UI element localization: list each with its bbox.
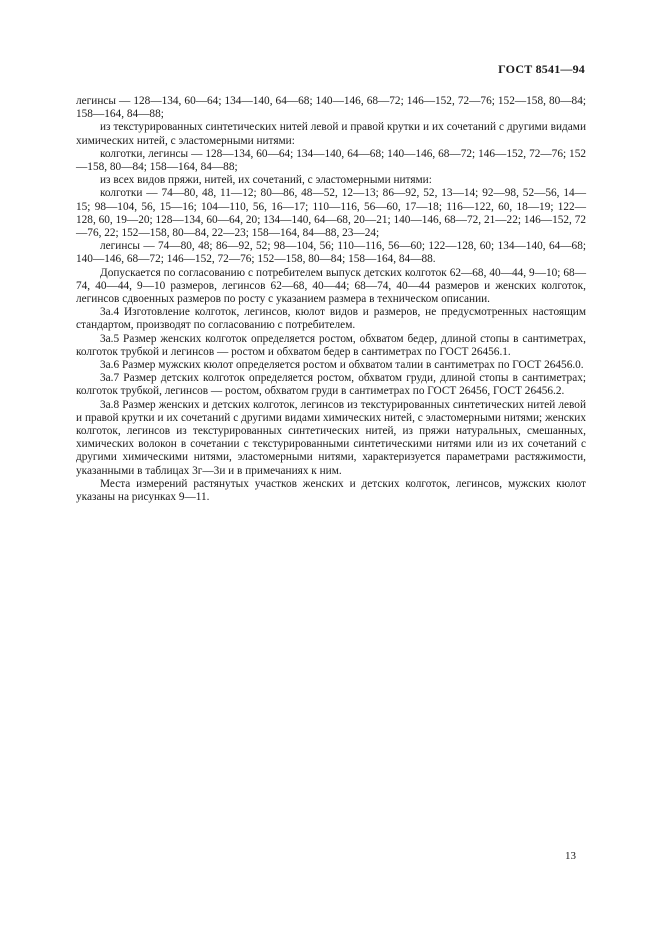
paragraph-tights-leggings-sizes: колготки, легинсы — 128—134, 60—64; 134—140, 64—68; 140—146, 68—72; 146—152, 72—76; 152—158, 80—84; 158—164, 84—88; <box>76 147 586 174</box>
paragraph-measurement-places: Места измерений растянутых участков женских и детских колготок, легинсов, мужских кюлот указаны на рисунках 9—11. <box>76 477 586 504</box>
clause-3a5: 3а.5 Размер женских колготок определяется ростом, обхватом бедер, длиной стопы в сантиметрах, колготок трубкой и легинсов — ростом и обхватом бедер в сантиметрах по ГОСТ 26456.1. <box>76 332 586 358</box>
page-number: 13 <box>565 850 576 862</box>
clause-3a4: 3а.4 Изготовление колготок, легинсов, кюлот видов и размеров, не предусмотренных настоящим стандартом, производят по согласованию с потребителем. <box>76 306 586 332</box>
clause-3a7: 3а.7 Размер детских колготок определяется ростом, обхватом груди, длиной стопы в сантиметрах; колготок трубкой, легинсов — ростом, обхватом груди в сантиметрах по ГОСТ 26456, ГОСТ 26456.2. <box>76 372 586 398</box>
clause-3a8: 3а.8 Размер женских и детских колготок, легинсов из текстурированных синтетических нитей левой и правой крутки и их сочетаний с другими видами химических нитей, с эластомерными нитями; женских колготок, легинсов из текстурированных синтетических нитей, из пряжи натуральных, смешанных, химических волокон в сочетании с текстурированными синтетическими нитями или из их сочетаний с другими химическими нитями, эластомерными нитями, характеризуется параметрами растяжимости, указанными в таблицах 3г—3и и в примечаниях к ним. <box>76 398 586 477</box>
document-body <box>76 95 586 504</box>
paragraph-textured-threads: из текстурированных синтетических нитей левой и правой крутки и их сочетаний с другими видами химических нитей, с эластомерными нитями: <box>76 121 586 147</box>
paragraph-leggings-sizes: легинсы — 128—134, 60—64; 134—140, 64—68; 140—146, 68—72; 146—152, 72—76; 152—158, 80—84; 158—164, 84—88; <box>76 95 586 121</box>
standard-header: ГОСТ 8541—94 <box>498 62 585 76</box>
paragraph-kids-leggings-sizes: легинсы — 74—80, 48; 86—92, 52; 98—104, 56; 110—116, 56—60; 122—128, 60; 134—140, 64—68; 140—146, 68—72; 146—152, 72—76; 152—158, 80—84; 158—164, 84—88. <box>76 240 586 266</box>
clause-3a6: 3а.6 Размер мужских кюлот определяется ростом и обхватом талии в сантиметрах по ГОСТ 26456.0. <box>100 359 584 372</box>
paragraph-consumer-agreement: Допускается по согласованию с потребителем выпуск детских колготок 62—68, 40—44, 9—10; 68—74, 40—44, 9—10 размеров, легинсов 62—68, 40—44; 68—74, 40—44 размеров и женских колготок, легинсов сдвоенных размеров по росту с указанием размера в техническом описании. <box>76 266 586 306</box>
paragraph-kids-tights-sizes: колготки — 74—80, 48, 11—12; 80—86, 48—52, 12—13; 86—92, 52, 13—14; 92—98, 52—56, 14—15; 98—104, 56, 15—16; 104—110, 56, 16—17; 110—116, 56—60, 17—18; 116—122, 60, 18—19; 122—128, 60, 19—20; 128—134, 60—64, 20; 134—140, 64—68, 20—21; 140—146, 68—72, 21—22; 146—152, 72—76, 22; 152—158, 80—84, 22—23; 158—164, 84—88, 23—24; <box>76 187 586 240</box>
paragraph-all-yarn-types: из всех видов пряжи, нитей, их сочетаний, с эластомерными нитями: <box>100 174 432 187</box>
